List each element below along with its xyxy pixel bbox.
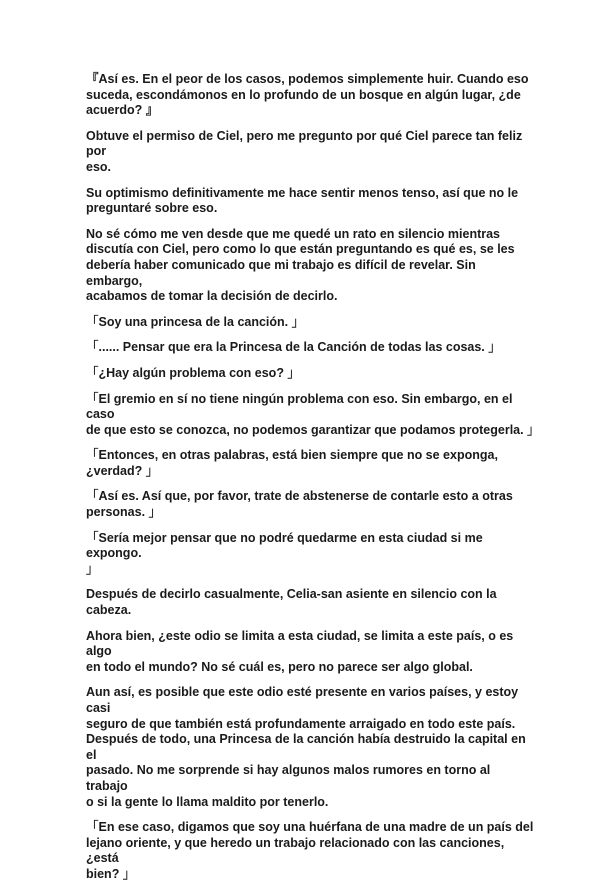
- paragraph-10: 「Así es. Así que, por favor, trate de abstenerse de contarle esto a otras personas. 」: [86, 489, 513, 520]
- paragraph-6: 「...... Pensar que era la Princesa de la Canción de todas las cosas. 」: [86, 340, 501, 355]
- paragraph-11: 「Sería mejor pensar que no podré quedarme en esta ciudad si me expongo. 」: [86, 530, 483, 576]
- paragraph-14: Aun así, es posible que este odio esté presente en varios países, y estoy casi seguro de que también está profundamente arraigado en todo este país. Después de todo, una Princesa de la canción había destruido la capital en el pasado. No me sorprende si hay algunos malos rumores en torno al trabajo o si la gente lo llama maldito por tenerlo.: [86, 685, 526, 809]
- document-page: [86, 72, 540, 893]
- paragraph-8: 「El gremio en sí no tiene ningún problema con eso. Sin embargo, en el caso de que esto se conozca, no podemos garantizar que podamos protegerla. 」: [86, 391, 540, 437]
- paragraph-15: 「En ese caso, digamos que soy una huérfana de una madre de un país del lejano oriente, y que heredo un trabajo relacionado con las canciones, ¿está bien? 」: [86, 820, 534, 881]
- paragraph-1: 『Así es. En el peor de los casos, podemos simplemente huir. Cuando eso suceda, escondámonos en lo profundo de un bosque en algún lugar, ¿de acuerdo? 』: [86, 72, 529, 118]
- paragraph-4: No sé cómo me ven desde que me quedé un rato en silencio mientras discutía con Ciel, pero como lo que están preguntando es qué es, se les debería haber comunicado que mi trabajo es difícil de revelar. Sin embargo, acabamos de tomar la decisión de decirlo.: [86, 226, 515, 304]
- paragraph-9: 「Entonces, en otras palabras, está bien siempre que no se exponga, ¿verdad? 」: [86, 448, 498, 478]
- paragraph-3: Su optimismo definitivamente me hace sentir menos tenso, así que no le preguntaré sobre eso.: [86, 185, 519, 216]
- paragraph-2: Obtuve el permiso de Ciel, pero me pregunto por qué Ciel parece tan feliz por eso.: [86, 128, 523, 174]
- paragraph-13: Ahora bien, ¿este odio se limita a esta ciudad, se limita a este país, o es algo en todo el mundo? No sé cuál es, pero no parece ser algo global.: [86, 628, 514, 674]
- paragraph-7: 「¿Hay algún problema con eso? 」: [86, 365, 300, 380]
- paragraph-12: Después de decirlo casualmente, Celia-san asiente en silencio con la cabeza.: [86, 587, 497, 618]
- paragraph-5: 「Soy una princesa de la canción. 」: [86, 314, 305, 329]
